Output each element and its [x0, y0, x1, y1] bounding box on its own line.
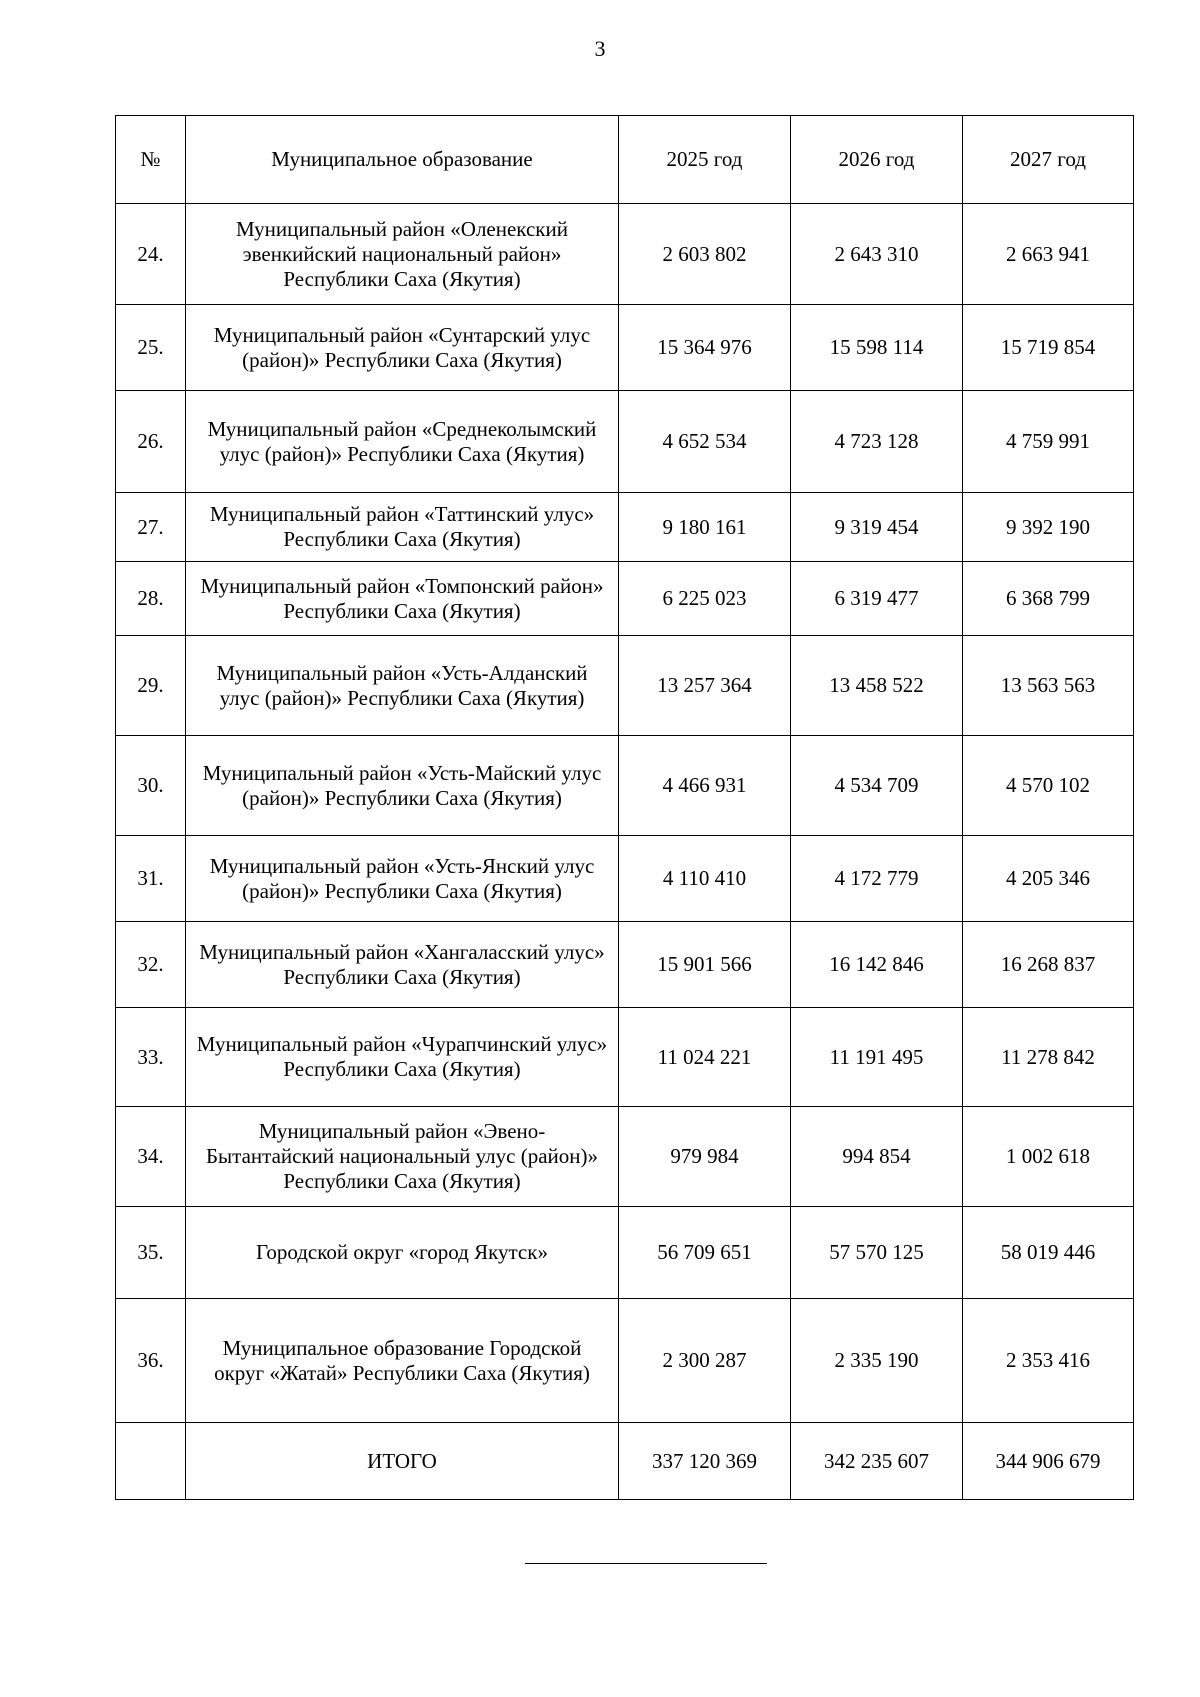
- table-row: [116, 562, 1134, 636]
- table-row: [116, 1207, 1134, 1299]
- page-number: 3: [594, 36, 606, 61]
- row-2026: 4 172 779: [791, 836, 963, 922]
- row-2027: 9 392 190: [963, 493, 1134, 562]
- table-row: [116, 736, 1134, 836]
- row-name: Муниципальный район «Эвено-Бытантайский национальный улус (район)» Республики Саха (Якутия): [186, 1107, 619, 1207]
- total-num: [116, 1423, 186, 1500]
- row-2025: 56 709 651: [619, 1207, 791, 1299]
- row-name: Муниципальный район «Хангаласский улус» Республики Саха (Якутия): [186, 922, 619, 1008]
- row-name: Муниципальный район «Усть-Майский улус (район)» Республики Саха (Якутия): [186, 736, 619, 836]
- header-2025: 2025 год: [619, 116, 791, 204]
- table-row: [116, 922, 1134, 1008]
- table-row: [116, 493, 1134, 562]
- row-2025: 4 466 931: [619, 736, 791, 836]
- table-row: [116, 1299, 1134, 1423]
- row-num: 26.: [116, 391, 186, 493]
- row-2025: 979 984: [619, 1107, 791, 1207]
- row-2025: 15 901 566: [619, 922, 791, 1008]
- row-2026: 6 319 477: [791, 562, 963, 636]
- row-num: 33.: [116, 1008, 186, 1107]
- header-2026: 2026 год: [791, 116, 963, 204]
- row-num: 27.: [116, 493, 186, 562]
- row-name: Муниципальный район «Сунтарский улус (район)» Республики Саха (Якутия): [186, 305, 619, 391]
- row-num: 35.: [116, 1207, 186, 1299]
- row-name: Муниципальный район «Чурапчинский улус» Республики Саха (Якутия): [186, 1008, 619, 1107]
- header-num: №: [116, 116, 186, 204]
- row-name: Городской округ «город Якутск»: [186, 1207, 619, 1299]
- total-2025: 337 120 369: [619, 1423, 791, 1500]
- total-2027: 344 906 679: [963, 1423, 1134, 1500]
- row-2027: 15 719 854: [963, 305, 1134, 391]
- row-2026: 994 854: [791, 1107, 963, 1207]
- header-name: Муниципальное образование: [186, 116, 619, 204]
- row-num: 32.: [116, 922, 186, 1008]
- row-2027: 58 019 446: [963, 1207, 1134, 1299]
- row-2026: 57 570 125: [791, 1207, 963, 1299]
- row-name: Муниципальный район «Томпонский район» Республики Саха (Якутия): [186, 562, 619, 636]
- row-2026: 16 142 846: [791, 922, 963, 1008]
- row-2027: 4 205 346: [963, 836, 1134, 922]
- row-num: 36.: [116, 1299, 186, 1423]
- row-2027: 13 563 563: [963, 636, 1134, 736]
- row-2025: 9 180 161: [619, 493, 791, 562]
- row-num: 28.: [116, 562, 186, 636]
- budget-table: [115, 115, 1134, 1500]
- row-2026: 11 191 495: [791, 1008, 963, 1107]
- row-2027: 6 368 799: [963, 562, 1134, 636]
- total-row: [116, 1423, 1134, 1500]
- row-2025: 13 257 364: [619, 636, 791, 736]
- row-num: 30.: [116, 736, 186, 836]
- table-header-row: [116, 116, 1134, 204]
- row-2027: 4 570 102: [963, 736, 1134, 836]
- total-label: ИТОГО: [186, 1423, 619, 1500]
- row-2027: 4 759 991: [963, 391, 1134, 493]
- row-2027: 1 002 618: [963, 1107, 1134, 1207]
- row-2025: 4 110 410: [619, 836, 791, 922]
- table-row: [116, 836, 1134, 922]
- row-2026: 4 723 128: [791, 391, 963, 493]
- table-row: [116, 636, 1134, 736]
- row-name: Муниципальное образование Городской округ «Жатай» Республики Саха (Якутия): [186, 1299, 619, 1423]
- row-2026: 4 534 709: [791, 736, 963, 836]
- table-row: [116, 1008, 1134, 1107]
- row-num: 24.: [116, 204, 186, 305]
- row-name: Муниципальный район «Таттинский улус» Республики Саха (Якутия): [186, 493, 619, 562]
- row-2026: 15 598 114: [791, 305, 963, 391]
- row-2027: 11 278 842: [963, 1008, 1134, 1107]
- row-2025: 6 225 023: [619, 562, 791, 636]
- row-2025: 4 652 534: [619, 391, 791, 493]
- row-2027: 2 663 941: [963, 204, 1134, 305]
- row-2026: 2 335 190: [791, 1299, 963, 1423]
- row-2026: 9 319 454: [791, 493, 963, 562]
- total-2026: 342 235 607: [791, 1423, 963, 1500]
- row-2025: 2 300 287: [619, 1299, 791, 1423]
- end-of-document-line: [525, 1563, 767, 1564]
- row-2025: 11 024 221: [619, 1008, 791, 1107]
- table-row: [116, 1107, 1134, 1207]
- row-num: 31.: [116, 836, 186, 922]
- table-row: [116, 204, 1134, 305]
- row-num: 29.: [116, 636, 186, 736]
- row-name: Муниципальный район «Усть-Янский улус (район)» Республики Саха (Якутия): [186, 836, 619, 922]
- row-2027: 16 268 837: [963, 922, 1134, 1008]
- row-2025: 2 603 802: [619, 204, 791, 305]
- row-2027: 2 353 416: [963, 1299, 1134, 1423]
- row-2026: 13 458 522: [791, 636, 963, 736]
- row-name: Муниципальный район «Усть-Алданский улус (район)» Республики Саха (Якутия): [186, 636, 619, 736]
- row-2026: 2 643 310: [791, 204, 963, 305]
- row-name: Муниципальный район «Оленекский эвенкийский национальный район» Республики Саха (Якутия): [186, 204, 619, 305]
- header-2027: 2027 год: [963, 116, 1134, 204]
- table-row: [116, 305, 1134, 391]
- row-num: 25.: [116, 305, 186, 391]
- table-row: [116, 391, 1134, 493]
- row-name: Муниципальный район «Среднеколымский улус (район)» Республики Саха (Якутия): [186, 391, 619, 493]
- row-2025: 15 364 976: [619, 305, 791, 391]
- row-num: 34.: [116, 1107, 186, 1207]
